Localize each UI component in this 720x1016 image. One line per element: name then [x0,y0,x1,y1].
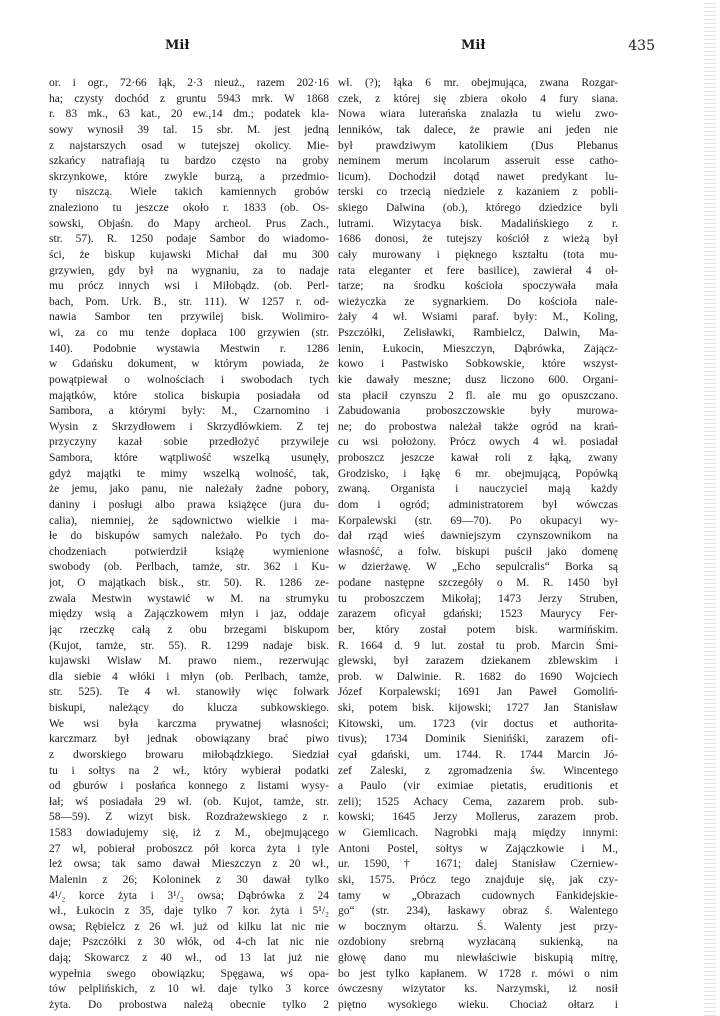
text-line: Zabudowania proboszczowskie były murowa- [338,405,618,418]
text-line: własność, a folw. biskupi puścił jako domenę [338,545,618,558]
text-line: ha; czysty dochód z gruntu 5943 mrk. W 1868 [49,92,329,105]
text-line: w Giemlicach. Nagrobki mają między innymi: [338,827,618,839]
text-line: R. 1664 d. 9 lut. został tu prob. Marcin Śmi- [338,639,618,652]
text-line: calia), niemniej, że sądownictwo wielkie i ma- [49,514,329,527]
text-line: Grodzisko, i łąkę 6 mr. obejmującą, Popówką [338,467,618,480]
text-line: ty niszczą. Wiele takich kamiennych grobów [49,186,329,199]
text-line: 27 wł, pobierał proboszcz pół korca żyta i tyle [49,842,329,855]
text-line: tu proboszczem Mikołaj; 1473 Jerzy Struben, [338,592,618,605]
text-line: Józef Korpalewski; 1691 Jan Paweł Gomoliń- [338,686,618,699]
text-line: powątpiewał o wolnościach i swobodach tych [49,373,329,386]
text-line: 4¹/₂ korce żyta i 3¹/₂ owsa; Dąbrówka z 24 [49,889,329,902]
text-line: ski, 1575. Prócz tego znajdujе się, jak czy- [338,873,618,886]
text-line: 58—59). Z wizyt bisk. Rozdrażewskiego z r. [49,811,329,824]
text-line: czek, z której się zbiera około 4 fury siana. [338,92,618,105]
text-line: łe do biskupów samych należało. Po tych do- [49,530,329,543]
text-line: majątków, które stolica biskupia posiadała od [49,389,329,402]
text-line: ski, potem bisk. kijowski; 1727 Jan Stanisław [338,702,618,714]
header-center-word: Mił [461,38,486,53]
text-line: ne; do probostwa należał także ogród na krań- [338,420,618,433]
text-line: zeli); 1525 Achacy Cema, zazarem prob. sub- [338,795,618,808]
text-line: żały 4 wł. Wsiami paraf. były: M., Koling, [338,311,618,324]
text-line: daje; Pszczółki z 30 włók, od 4-ch lat nic nie [49,936,329,949]
text-line: ówczesny wizytator ks. Narzymski, iż nosił [338,983,618,996]
text-line: lutrami. Wizytacya bisk. Madalińskiego z r. [338,217,618,230]
text-line: sowski, Objaśn. do Mapy archeol. Prus Zach., [49,217,329,230]
text-line: cały murowany i pięknego kształtu (tota mu- [338,248,618,261]
text-line: Kitowski, um. 1723 (vir doctus et authorita- [338,717,618,730]
text-line: ści, że biskup kujawski Michał dał mu 300 [49,248,329,261]
text-line: lenin, Łukocin, Mieszczyn, Dąbrówka, Zającz- [338,342,618,355]
text-line: a Paulo (vir eximiae pietatis, eruditionis et [338,780,618,793]
text-line: chodzeniach potwierdził książę wymienione [49,545,329,558]
page-edge-shadow [704,0,716,1016]
text-line: or. i ogr., 72·66 łąk, 2·3 nieuż., razem 202·16 [49,77,329,89]
running-header [50,38,655,60]
text-line: licum). Dochodził dotąd nawet predykant lu- [338,170,618,183]
text-line: Pszczółki, Zelisławki, Rambielcz, Dalwin, Ma- [338,327,618,339]
text-line: wi, za co mu tenże dopłaca 100 grzywien (str. [49,327,329,339]
text-line: nawia Sambor ten przywilej bisk. Wolimiro- [49,311,329,324]
page-number: 435 [628,38,655,54]
left-text-column [49,76,329,1014]
text-line: biskupi, należący do klucza subkowskiego. [49,702,329,714]
text-line: bo jest tylko kapłanem. W 1728 r. mówi o nim [338,967,618,980]
right-text-column [338,76,618,1014]
text-line: skrzynkowe, które zwykle burzą, a przedmio- [49,170,329,183]
text-line: kowo i Pastwisko Sobkowskie, które wszyst- [338,358,618,371]
text-line: podane następne szczegóły o M. R. 1450 był [338,577,618,589]
text-line: jot, O majątkach bisk., str. 50). R. 1286 ze- [49,577,329,589]
text-line: piętno wysokiego wieku. Chociaż ołtarz i [338,998,618,1011]
text-line: 1583 dowiadujemy się, iż z M., obejmującego [49,827,329,839]
text-line: zef Zaleski, z zgromadzenia św. Wincentego [338,764,618,777]
text-line: gdyż majątki te mimy wszelką wolność, tak, [49,467,329,480]
text-line: dla siebie 4 włóki i młyn (ob. Perlbach, tamże, [49,670,329,683]
text-line: między wsią a Zajączkowem młyn i jaz, oddaje [49,608,329,621]
text-line: dał rząd wieś dawniejszym czynszownikom na [338,530,618,543]
text-line: Nowa wiara luterańska znalazła tu wielu zwo- [338,108,618,121]
text-line: z najstarszych osad w tutejszej okolicy. Mie- [49,139,329,152]
text-line: daniny i posługi albo prawa książęce (jura du- [49,498,329,511]
text-line: zwaną. Organista i nauczyciel mają każdy [338,483,618,496]
text-line: tów pelplińskich, z 10 wł. daje tylko 3 korce [49,983,329,996]
text-line: kujawski Wisław M. prawo niem., rezerwując [49,655,329,668]
text-line: zarazem oficyał gdański; 1523 Maurycy Fer- [338,608,618,621]
text-line: prob. w Dalwinie. R. 1682 do 1690 Wojciech [338,670,618,683]
text-line: Korpalewski (str. 69—70). Po okupacyi wy- [338,514,618,527]
text-line: w bocznym ołtarzu. Ś. Walenty jest przy- [338,920,618,933]
text-line: wł. (?); łąka 6 mr. obejmująca, zwana Rozgar- [338,77,618,89]
text-line: 1686 donosi, że tutejszy kościół z wieżą był [338,233,618,246]
text-line: tivus); 1734 Dominik Sienińśki, zarazem ofi- [338,733,618,746]
text-line: tu i sołtys na 2 wł., który wybierał podatki [49,764,329,777]
text-line: leż owsa; tak samo dawał Mieszczyn z 20 wł., [49,858,329,871]
text-line: żyta. Do probostwa należą obecnie tylko 2 [49,998,329,1011]
text-line: str. 525). Te 4 wł. stanowiły więc folwark [49,686,329,699]
text-line: (Kujot, tamże, str. 55). R. 1299 nadaje bisk. [49,639,329,652]
text-line: karczmarz był jednak obowiązany brać piwo [49,733,329,746]
text-line: kowski; 1645 Jerzy Mollerus, zarazem prob. [338,811,618,824]
text-line: str. 57). R. 1250 podaje Sambor do wiadomo- [49,233,329,246]
text-line: cu wsi położony. Prócz owych 4 wł. posiadał [338,436,618,449]
text-line: proboszcz jeszcze kawał roli z łąką, zwany [338,452,618,464]
text-line: bach, Pom. Urk. B., str. 111). W 1257 r. od- [49,295,329,308]
text-line: Malenin z 26; Koloninek z 30 dawał tylko [49,873,329,886]
text-line: kie dawały meszne; dusz liczono 600. Organi- [338,373,618,386]
text-line: terski co trzecią niedziele z kazaniem z pobli- [338,186,618,199]
text-line: ur. 1590, † 1671; dalej Stanisław Czerniew- [338,858,618,871]
text-line: sta płacił czynszu 2 fl. ale mu go opuszczano. [338,389,618,402]
text-line: glewski, był zarazem dziekanem zblewskim i [338,655,618,668]
text-line: owsa; Rębielcz z 26 wł. już od kilku lat nic nie [49,920,329,933]
text-line: rata eleganter et fere basilice), zawierał 4 oł- [338,264,618,277]
text-line: skiego Dalwina (ob.), którego dziedzice byli [338,202,618,214]
text-line: lenników, tak dalece, że prawie ani jeden nie [338,123,618,136]
text-line: wł., Łukocin z 35, daje tylko 7 kor. żyta i 5¹/₂ [49,905,329,918]
text-line: sowy wynosił 39 tal. 15 sbr. M. jest jedną [49,123,329,136]
text-line: jąc rzeczkę całą z obu brzegami biskupom [49,623,329,636]
text-line: grzywien, gdy był na wygnaniu, za to nadaje [49,264,329,277]
text-line: z dworskiego browaru miłobądzkiego. Siedział [49,748,329,761]
text-line: tamy w „Obrazach cudownych Fankidejskie- [338,889,618,902]
text-line: Sambora, które wątpliwość wszelką usunęły, [49,452,329,464]
text-line: r. 83 mk., 63 kat., 20 ew.,14 dm.; podatek kla- [49,108,329,121]
text-line: przyczyny kazał sobie przedłożyć przywileje [49,436,329,449]
text-line: od gburów i posłańca konnego z listami wysy- [49,780,329,793]
text-line: ozdobiony srebrną wyzłacaną sukienką, na [338,936,618,949]
text-line: tarze; na środku kościoła spoczywała mała [338,280,618,293]
text-line: był prawdziwym katolikiem (Dus Plebanus [338,139,618,152]
text-line: swobody (ob. Perlbach, tamże, str. 362 i Ku- [49,561,329,574]
header-left-word: Mił [165,38,190,53]
text-line: Antoni Postel, sołtys w Zajączkowie i M., [338,842,618,855]
text-line: wypełnia swego obowiązku; Spęgawa, wś opa- [49,967,329,980]
text-line: go“ (str. 234), łaskawy obraz ś. Walentego [338,905,618,918]
text-line: We wsi była karczma prywatnej własności; [49,717,329,730]
text-line: głowę dano mu niewłaściwie biskupią mitrę, [338,952,618,964]
text-line: w dzierżawę. W „Echo sepulcralis“ Borka są [338,561,618,574]
text-line: dają; Skowarcz z 40 wł., od 13 lat już nie [49,952,329,964]
text-line: mu prócz innych wsi i Miłobądz. (ob. Perl- [49,280,329,293]
text-line: 140). Podobnie wystawia Mestwin r. 1286 [49,342,329,355]
text-line: łał; wś posiadała 29 wł. (ob. Kujot, tamże, str. [49,795,329,808]
text-line: zwala Mestwin wystawić w M. na strumyku [49,592,329,605]
text-line: cyał gdański, um. 1744. R. 1744 Marcin Jó- [338,748,618,761]
text-line: w Gdańsku dokument, w którym powiada, że [49,358,329,371]
text-line: ber, który został potem bisk. warmińskim. [338,623,618,636]
text-line: dom i ogród; administratorem był wówczas [338,498,618,511]
text-line: Sambora, a którymi były: M., Czarnomino i [49,405,329,418]
text-line: znaleziono tu jeszcze około r. 1833 (ob. Os- [49,202,329,214]
text-line: neminem merum incolarum asseruit esse catho- [338,155,618,168]
text-line: szkańcy natrafiają tu bardzo często na groby [49,155,329,168]
text-line: że jemu, jako panu, nie należały żadne pobory, [49,483,329,496]
text-line: wieżyczka ze sygnarkiem. Do kościoła nale- [338,295,618,308]
text-line: Wysin z Skrzydłowem i Skrzydłówkiem. Z tej [49,420,329,433]
